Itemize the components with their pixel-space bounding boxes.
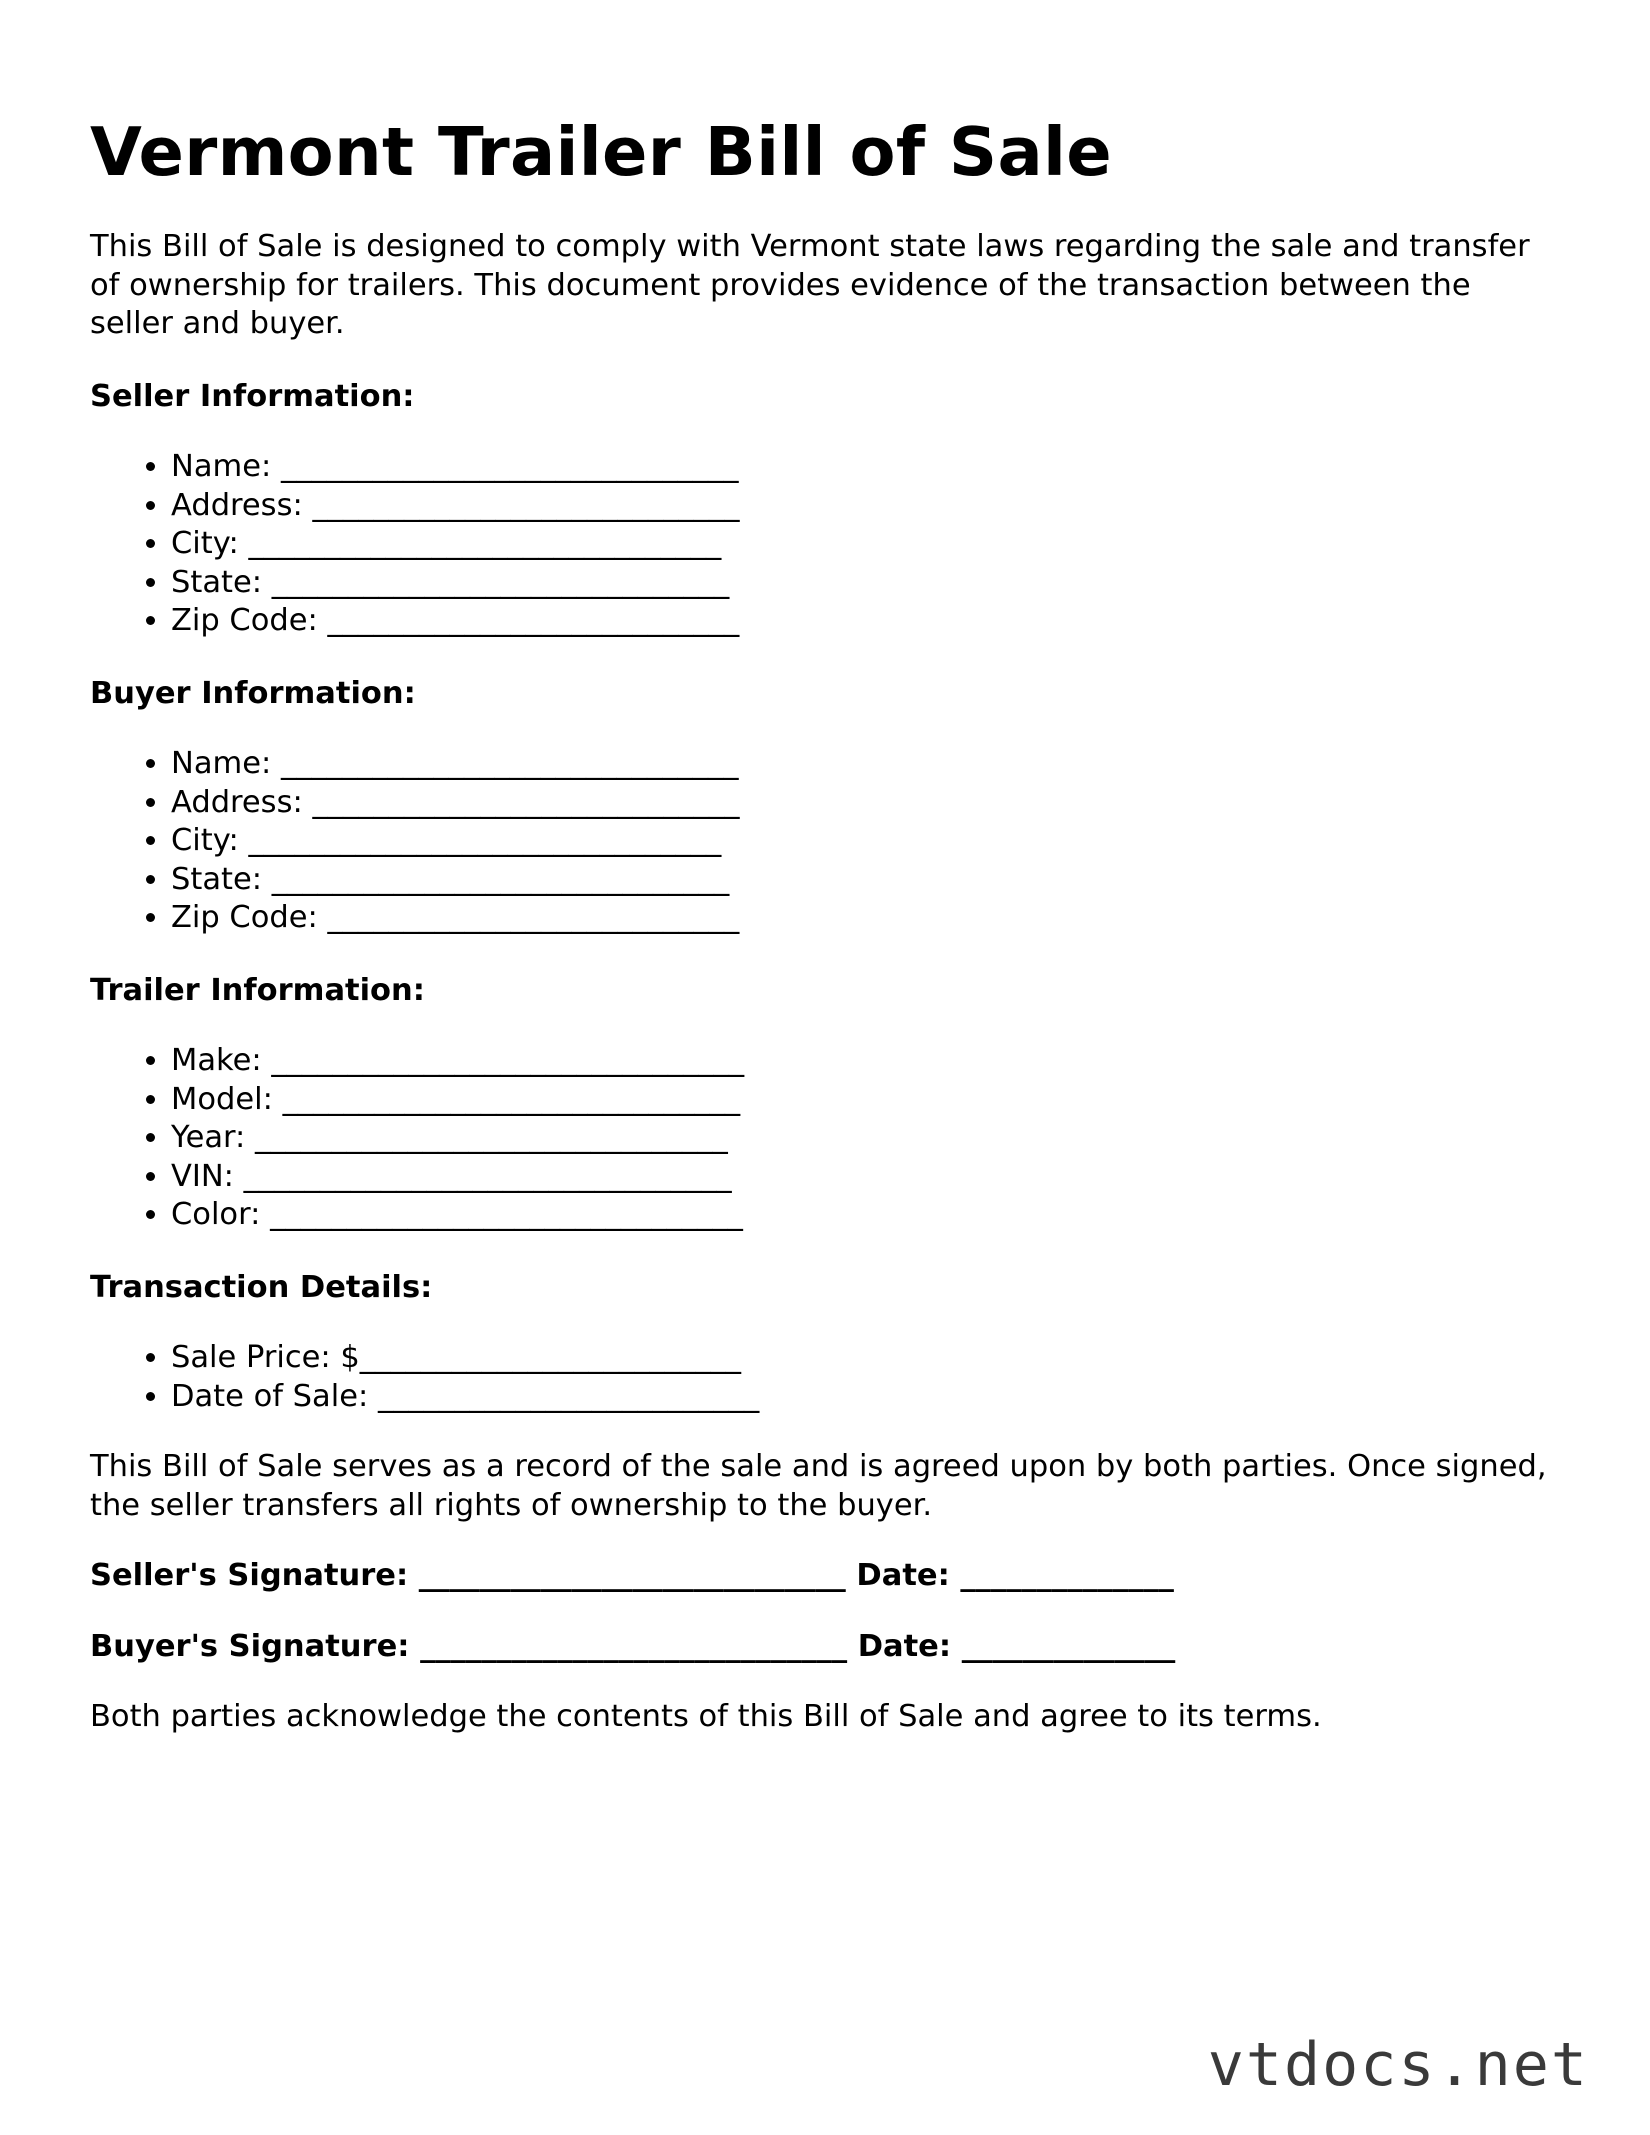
transaction-heading: Transaction Details: [90, 1269, 433, 1305]
seller-signature-label: Seller's Signature: [90, 1558, 409, 1593]
field-label: Date of Sale: [171, 1378, 369, 1414]
seller-address-item [171, 487, 1550, 526]
trailer-model-item [171, 1081, 1550, 1120]
buyer-zip-blank[interactable]: ___________________________ [327, 900, 740, 935]
buyer-signature-label: Buyer's Signature: [90, 1628, 410, 1664]
field-label: Sale Price: $ [171, 1340, 360, 1375]
trailer-make-blank[interactable]: _______________________________ [271, 1043, 745, 1078]
seller-address-blank[interactable]: ____________________________ [312, 487, 740, 523]
transaction-list [90, 1339, 1550, 1416]
field-label: Address: [171, 784, 303, 820]
field-label: Name: [171, 746, 272, 781]
seller-state-blank[interactable]: ______________________________ [271, 564, 730, 600]
field-label: Name: [171, 449, 272, 484]
buyer-signature-blank[interactable]: ____________________________ [420, 1628, 848, 1664]
buyer-signature-line [90, 1628, 1550, 1667]
intro-paragraph: This Bill of Sale is designed to comply with Vermont state laws regarding the sale and transfer of ownership for trailers. This document provides evidence of the transaction between the seller and buyer. [90, 229, 1530, 341]
seller-city-item [171, 525, 1550, 564]
buyer-list [90, 745, 1550, 938]
seller-signature-blank[interactable]: ____________________________ [418, 1558, 846, 1593]
seller-list [90, 448, 1550, 641]
buyer-address-blank[interactable]: ____________________________ [312, 784, 740, 820]
field-label: Year: [171, 1120, 246, 1155]
trailer-vin-blank[interactable]: ________________________________ [243, 1158, 732, 1194]
field-label: Color: [171, 1197, 261, 1232]
trailer-make-item [171, 1042, 1550, 1081]
trailer-vin-item [171, 1158, 1550, 1197]
buyer-city-item [171, 822, 1550, 861]
trailer-color-blank[interactable]: _______________________________ [270, 1197, 743, 1232]
seller-city-blank[interactable]: _______________________________ [248, 526, 722, 561]
acknowledgment-paragraph: Both parties acknowledge the contents of this Bill of Sale and agree to its terms. [90, 1699, 1322, 1734]
sale-price-blank[interactable]: _________________________ [359, 1340, 742, 1375]
trailer-year-item [171, 1119, 1550, 1158]
document-title: Vermont Trailer Bill of Sale [90, 113, 1112, 191]
trailer-heading: Trailer Information: [90, 972, 425, 1008]
field-label: Zip Code: [171, 603, 318, 638]
seller-state-item [171, 564, 1550, 603]
buyer-address-item [171, 784, 1550, 823]
buyer-zip-item [171, 899, 1550, 938]
field-label: Address: [171, 487, 303, 523]
buyer-heading: Buyer Information: [90, 675, 416, 711]
sale-price-item [171, 1339, 1550, 1378]
buyer-date-blank[interactable]: ______________ [961, 1628, 1176, 1664]
seller-date-label: Date: [856, 1558, 950, 1593]
seller-signature-line [90, 1557, 1550, 1596]
field-label: State: [171, 564, 263, 600]
trailer-year-blank[interactable]: _______________________________ [255, 1120, 728, 1155]
field-label: VIN: [171, 1158, 234, 1194]
field-label: Zip Code: [171, 900, 318, 935]
field-label: Make: [171, 1043, 262, 1078]
trailer-model-blank[interactable]: ______________________________ [282, 1081, 741, 1117]
buyer-state-blank[interactable]: ______________________________ [271, 861, 730, 897]
seller-zip-blank[interactable]: ___________________________ [327, 603, 740, 638]
buyer-date-label: Date: [857, 1628, 952, 1664]
buyer-name-blank[interactable]: ______________________________ [280, 746, 739, 781]
field-label: State: [171, 861, 263, 897]
seller-name-blank[interactable]: ______________________________ [280, 449, 739, 484]
closing-paragraph: This Bill of Sale serves as a record of the sale and is agreed upon by both parties. Once signed, the seller transfers all rights of ownership to the buyer. [90, 1449, 1547, 1523]
document-page [90, 112, 1550, 1737]
buyer-name-item [171, 745, 1550, 784]
watermark: vtdocs.net [1207, 2030, 1589, 2100]
date-of-sale-blank[interactable]: _________________________ [377, 1378, 760, 1414]
buyer-state-item [171, 861, 1550, 900]
date-of-sale-item [171, 1378, 1550, 1417]
seller-heading: Seller Information: [90, 378, 415, 414]
seller-zip-item [171, 602, 1550, 641]
field-label: Model: [171, 1081, 273, 1117]
buyer-city-blank[interactable]: _______________________________ [248, 823, 722, 858]
seller-date-blank[interactable]: ______________ [960, 1558, 1174, 1593]
field-label: City: [171, 823, 239, 858]
field-label: City: [171, 526, 239, 561]
trailer-color-item [171, 1196, 1550, 1235]
trailer-list [90, 1042, 1550, 1235]
seller-name-item [171, 448, 1550, 487]
